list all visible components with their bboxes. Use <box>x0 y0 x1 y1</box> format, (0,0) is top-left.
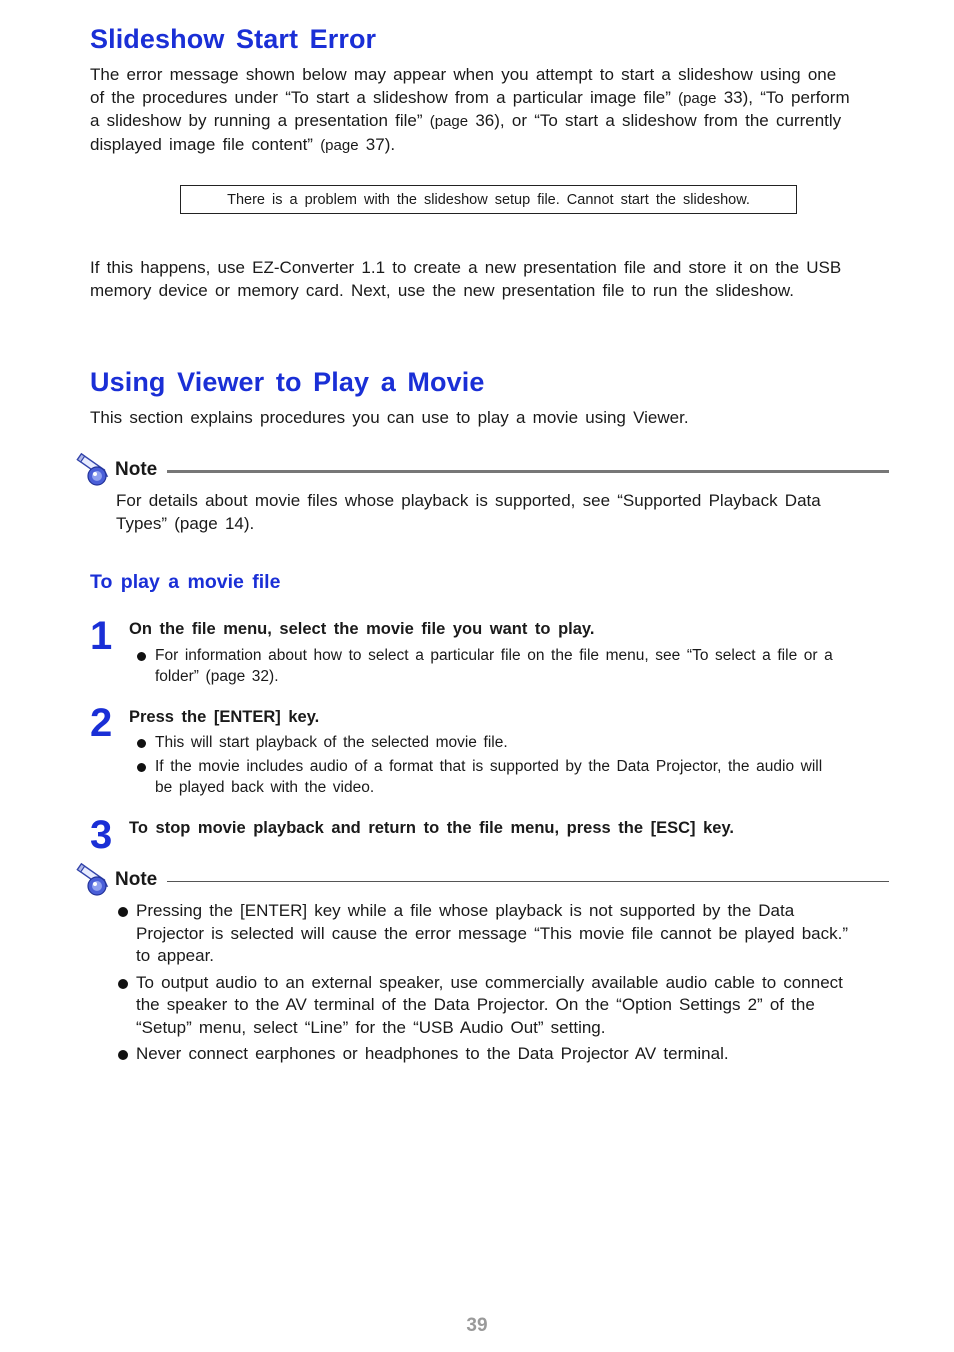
section-title-slideshow-start-error: Slideshow Start Error <box>90 24 377 54</box>
bullet-text: Pressing the [ENTER] key while a file whose playback is not supported by the Data Projector is selected will cause the error message “This movie file cannot be played back.” to appear. <box>136 901 849 966</box>
note-label: Note <box>115 869 158 890</box>
note-pencil-icon <box>72 452 112 488</box>
step-title-3: To stop movie playback and return to the file menu, press the [ESC] key. <box>129 819 735 837</box>
bullet-dot <box>118 1050 128 1060</box>
note-bullets <box>136 900 858 1069</box>
note-header <box>72 452 889 488</box>
bullet-text: To output audio to an external speaker, use commercially available audio cable to connect the speaker to the AV terminal of the Data Projector. On the “Option Settings 2” of the “Setup” menu, select “Line” for the “USB Audio Out” setting. <box>136 972 843 1037</box>
bullet-dot <box>118 979 128 989</box>
page-ref-text: (page <box>429 113 469 131</box>
paragraph-text: 37). <box>358 135 396 155</box>
section-intro-paragraph <box>90 64 852 158</box>
bullet-dot <box>137 652 146 661</box>
list-item <box>155 733 845 754</box>
step-number-3: 3 <box>90 813 113 857</box>
note-divider <box>167 470 889 473</box>
page-ref-text: (page <box>678 89 717 107</box>
note-divider <box>167 881 889 882</box>
bullet-text: This will start playback of the selected movie file. <box>155 734 508 751</box>
list-item <box>155 646 845 687</box>
section-title-using-viewer: Using Viewer to Play a Movie <box>90 367 485 397</box>
bullet-dot <box>137 763 146 772</box>
bullet-text: Never connect earphones or headphones to the Data Projector AV terminal. <box>136 1044 729 1063</box>
list-item <box>155 757 845 798</box>
procedure-title: To play a movie file <box>90 571 281 593</box>
step-title-2: Press the [ENTER] key. <box>129 708 320 726</box>
paragraph-text: The error message shown below may appear when you attempt to start a slideshow using one of the procedures under “To start a slideshow from a particular image file” <box>90 65 837 107</box>
bullet-text: If the movie includes audio of a format that is supported by the Data Projector, the audio will be played back with the video. <box>155 758 823 796</box>
bullet-text: For information about how to select a particular file on the file menu, see “To select a file or a folder” (page 32). <box>155 647 833 685</box>
note-text: For details about movie files whose playback is supported, see “Supported Playback Data Types” (page 14). <box>116 491 821 533</box>
note-header <box>72 862 889 898</box>
note-label: Note <box>115 459 158 480</box>
step-number-1: 1 <box>90 614 113 658</box>
step-1-bullets <box>155 646 845 691</box>
step-2-bullets <box>155 733 845 802</box>
followup-paragraph: If this happens, use EZ-Converter 1.1 to create a new presentation file and store it on the USB memory device or memory card. Next, use the new presentation file to run the slideshow. <box>90 258 842 300</box>
note-pencil-icon <box>72 862 112 898</box>
bullet-dot <box>118 907 128 917</box>
list-item <box>136 972 858 1040</box>
page-number: 39 <box>466 1315 488 1336</box>
paragraph-text: 33), “To perform a slideshow by running a presentation file” <box>90 87 850 131</box>
page-ref-text: (page <box>320 137 359 155</box>
step-title-1: On the file menu, select the movie file you want to play. <box>129 620 595 638</box>
step-number-2: 2 <box>90 701 113 745</box>
error-message-box: There is a problem with the slideshow setup file. Cannot start the slideshow. <box>180 185 797 214</box>
list-item <box>136 1043 858 1066</box>
paragraph-text: 36), or “To start a slideshow from the currently displayed image file content” <box>90 111 842 155</box>
list-item <box>136 900 858 968</box>
bullet-dot <box>137 739 146 748</box>
section2-intro-paragraph: This section explains procedures you can use to play a movie using Viewer. <box>90 408 689 427</box>
